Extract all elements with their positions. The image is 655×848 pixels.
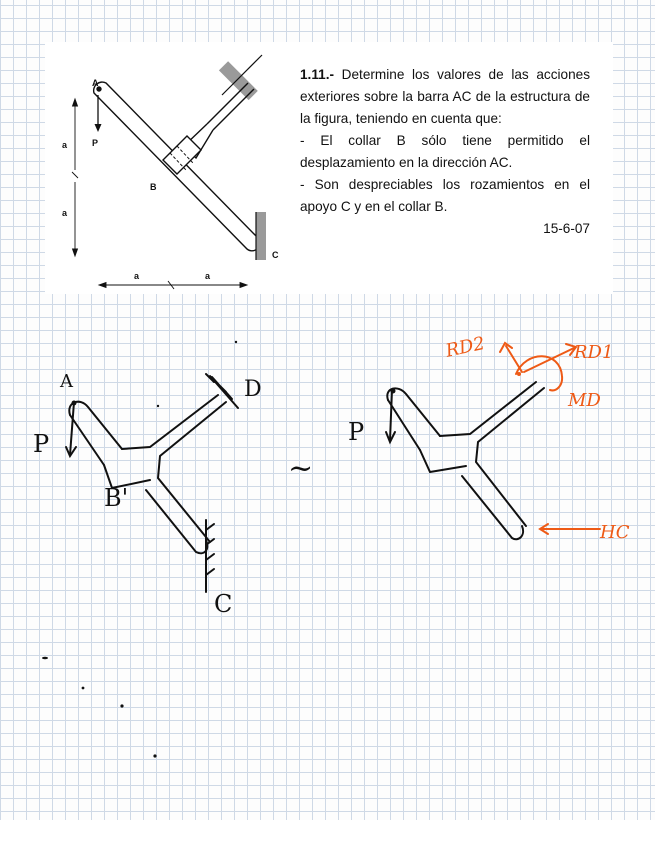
sketch-label-p: P xyxy=(33,430,50,458)
sketch-label-c: C xyxy=(214,590,233,618)
dim-a-vertical-1: a xyxy=(62,140,68,150)
sketch-label-d: D xyxy=(244,377,262,402)
label-c: C xyxy=(272,250,279,260)
reaction-arrows xyxy=(500,343,600,534)
moment-label-md: MD xyxy=(568,390,601,411)
label-p: P xyxy=(92,138,99,148)
condition-1: - El collar B sólo tiene permitido el desplazamiento en la dirección AC. xyxy=(300,133,590,170)
sketch-right-label-p: P xyxy=(348,418,365,446)
sketch-label-a: A xyxy=(60,371,73,392)
sketch-left xyxy=(66,374,238,592)
condition-2-text: - Son despreciables los rozamientos en el apoyo C y en el collar B. xyxy=(300,177,590,214)
sketch-label-b: B' xyxy=(104,484,129,512)
equivalence-symbol: ~ xyxy=(288,451,314,486)
dim-a-vertical-2: a xyxy=(62,208,68,218)
reaction-label-rd2: RD2 xyxy=(443,332,487,362)
dim-a-horizontal-2: a xyxy=(205,271,211,281)
sketch-right xyxy=(386,382,544,539)
stray-marks xyxy=(42,657,157,758)
label-b: B xyxy=(150,182,157,192)
reaction-label-hc: HC xyxy=(600,522,630,543)
problem-number: 1.11.- xyxy=(300,67,335,82)
label-a: A xyxy=(92,78,99,88)
problem-date: 15-6-07 xyxy=(543,221,590,236)
reaction-label-rd1: RD1 xyxy=(574,342,614,363)
dim-a-horizontal-1: a xyxy=(134,271,140,281)
problem-intro: Determine los valores de las acciones exteriores sobre la barra AC de la estructura de la figura, teniendo en cuenta que: xyxy=(300,67,590,126)
